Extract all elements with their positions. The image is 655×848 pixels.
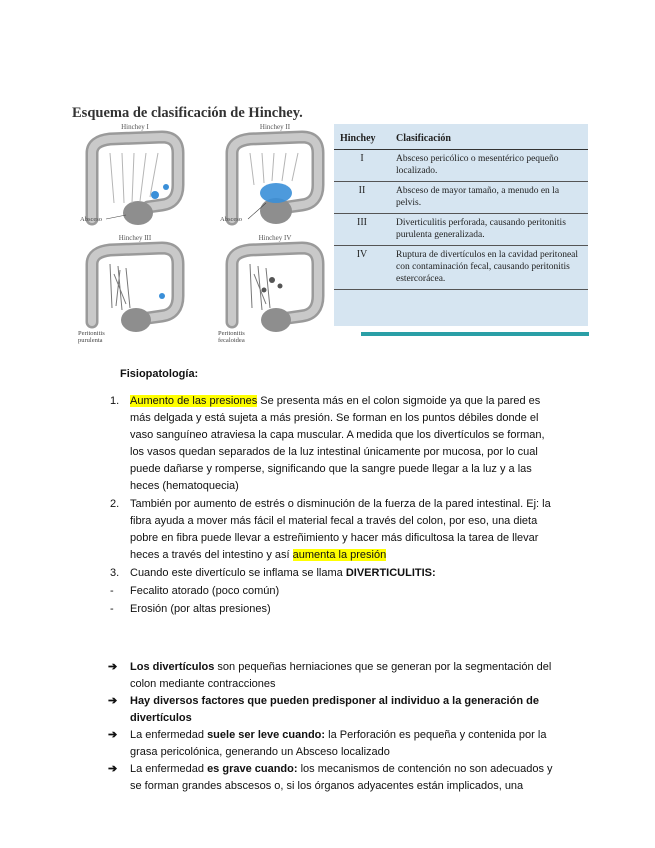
header-hinchey: Hinchey [334,124,390,150]
highlighted-text: aumenta la presión [292,549,387,561]
bold-term: suele ser leve cuando: [207,729,326,741]
panel-hinchey-2 [210,123,340,235]
highlighted-text: Aumento de las presiones [130,395,258,407]
classification-cell: Absceso pericólico o mesentérico pequeño localizado. [390,150,588,182]
bold-term: Hay diversos factores que pueden predisponer al individuo a la generación de divertículos [130,695,539,724]
caption-line: Peritonitis [218,330,245,337]
list-item-text: También por aumento de estrés o disminución de la fuerza de la pared intestinal. Ej: la fibra ayuda a mover más fácil el material fecal a través del colon, por eso, una dieta pobre en fibra puede llevar a estreñimiento y hacer más dificultosa la tarea de llevar heces a través del intestino y así [130,498,551,561]
section-heading: Fisiopatología: [120,368,199,380]
panel-caption [78,330,105,344]
table-row [334,150,588,182]
stage-cell: III [334,214,390,246]
list-marker: 1. [110,395,120,407]
arrow-item [108,761,560,795]
panel-label: Hinchey II [259,123,291,131]
bold-term: es grave cuando: [207,763,298,775]
arrow-icon: ➔ [108,661,118,673]
arrow-item-text: La enfermedad [130,729,208,741]
list-item [110,565,560,582]
arrow-icon: ➔ [108,763,118,775]
arrow-icon: ➔ [108,695,118,707]
panel-caption: Absceso [80,216,103,223]
dash-marker: - [110,585,114,597]
table-row [334,246,588,290]
list-marker: 3. [110,567,120,579]
dash-marker: - [110,603,114,615]
panel-label: Hinchey IV [258,234,292,242]
panel-hinchey-3 [70,234,200,346]
table-row [334,182,588,214]
caption-line: purulenta [78,337,103,344]
panel-label: Hinchey I [121,123,149,131]
arrow-item-text: los mecanismos de contención no son adecuados y se forman grandes abscesos o, si los órganos adyacentes están implicados, una [130,763,553,792]
arrow-item [108,693,560,727]
classification-cell: Ruptura de divertículos en la cavidad peritoneal con contaminación fecal, causando peritonitis estercorácea. [390,246,588,290]
dash-item [110,583,560,600]
panel-caption [218,330,245,344]
document-body [108,366,560,795]
hinchey-table [334,124,588,290]
list-item-text: Se presenta más en el colon sigmoide ya que la pared es más delgada y está sujeta a más presión. Se forman en los puntos débiles donde el vaso sanguíneo atraviesa la capa muscular. A medida que los divertículos se forman, los vasos quedan separados de la luz intestinal únicamente por mucosa, por lo cual puede dañarse y romperse, significando que la sangre puede llegar a la luz y a las heces (hematoquecia) [130,395,545,492]
arrow-icon: ➔ [108,729,118,741]
bold-term: DIVERTICULITIS: [345,567,436,579]
figure-title: Esquema de clasificación de Hinchey. [72,105,303,121]
arrow-item-text: la Perforación es pequeña y contenida por la grasa pericolónica, generando un Absceso localizado [130,729,547,758]
caption-line: Peritonitis [78,330,105,337]
list-item [110,393,560,495]
list-item [110,496,560,564]
hinchey-table-panel [334,124,588,326]
dash-item-text: Fecalito atorado (poco común) [130,585,280,597]
spacer [120,619,560,659]
hinchey-figure [64,96,592,342]
classification-cell: Absceso de mayor tamaño, a menudo en la pelvis. [390,182,588,214]
list-marker: 2. [110,498,120,510]
stage-cell: IV [334,246,390,290]
stage-cell: II [334,182,390,214]
panel-hinchey-4 [210,234,340,346]
decorative-bar [361,332,589,336]
caption-line: fecaloidea [218,337,245,344]
panel-label: Hinchey III [118,234,152,242]
stage-cell: I [334,150,390,182]
arrow-item [108,727,560,761]
list-item-text: Cuando este divertículo se inflama se llama [130,567,346,579]
bold-term: Los divertículos [130,661,215,673]
header-clasificacion: Clasificación [390,124,588,150]
dash-item-text: Erosión (por altas presiones) [130,603,271,615]
dash-item [110,601,560,618]
table-header-row [334,124,588,150]
arrow-item [108,659,560,693]
panel-caption: Absceso [220,216,243,223]
classification-cell: Diverticulitis perforada, causando peritonitis purulenta generalizada. [390,214,588,246]
panel-hinchey-1 [70,123,200,235]
arrow-item-text: La enfermedad [130,763,208,775]
arrow-item-text: son pequeñas herniaciones que se generan por la segmentación del colon mediante contracciones [130,661,552,690]
table-row [334,214,588,246]
